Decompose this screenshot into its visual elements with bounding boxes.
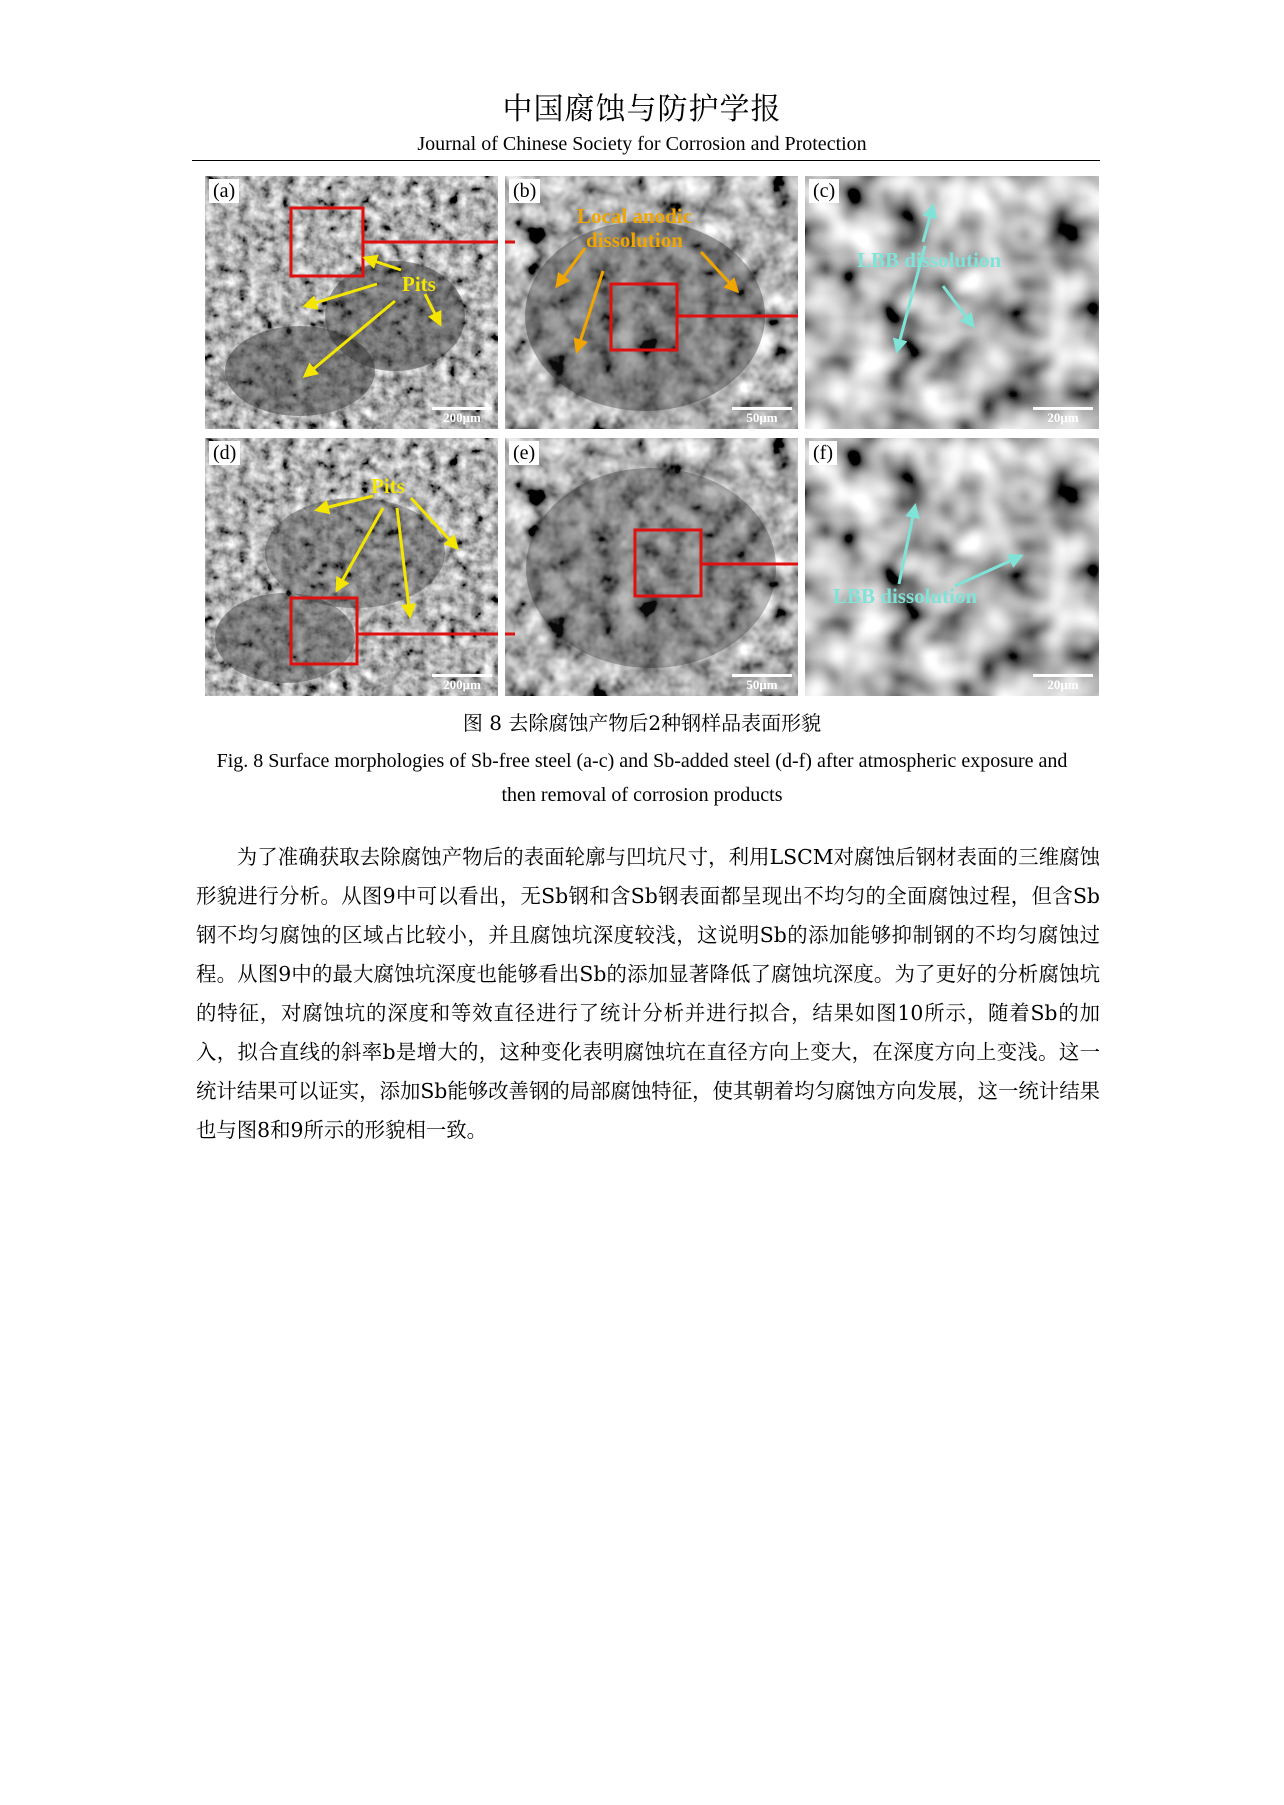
scale-label: 50μm — [746, 410, 778, 425]
annotation-line: dissolution — [586, 228, 683, 252]
scale-bar — [732, 407, 792, 425]
panel-label: (a) — [209, 179, 239, 203]
panel-d — [205, 438, 498, 696]
annotation-lbb: LBB dissolution — [833, 584, 978, 608]
panel-a — [205, 176, 498, 429]
scale-label: 50μm — [746, 677, 778, 692]
annotation-local-anodic — [577, 204, 692, 252]
panel-label: (e) — [509, 441, 539, 465]
figure-caption-cn: 图 8 去除腐蚀产物后2种钢样品表面形貌 — [462, 711, 822, 735]
panel-label: (d) — [209, 441, 240, 465]
scale-bar — [1033, 674, 1093, 692]
scale-bar — [732, 674, 792, 692]
scale-bar — [432, 407, 492, 425]
scale-label: 20μm — [1047, 410, 1079, 425]
annotation-pits: Pits — [371, 474, 405, 498]
panel-c — [805, 176, 1099, 429]
scale-bar — [432, 674, 492, 692]
panel-e — [505, 438, 798, 696]
panel-label: (b) — [509, 179, 540, 203]
body-paragraph: 为了准确获取去除腐蚀产物后的表面轮廓与凹坑尺寸，利用LSCM对腐蚀后钢材表面的三维腐蚀形貌进行分析。从图9中可以看出，无Sb钢和含Sb钢表面都呈现出不均匀的全面腐蚀过程，但含Sb钢不均匀腐蚀的区域占比较小，并且腐蚀坑深度较浅，这说明Sb的添加能够抑制钢的不均匀腐蚀过程。从图9中的最大腐蚀坑深度也能够看出Sb的添加显著降低了腐蚀坑深度。为了更好的分析腐蚀坑的特征，对腐蚀坑的深度和等效直径进行了统计分析并进行拟合，结果如图10所示，随着Sb的加入，拟合直线的斜率b是增大的，这种变化表明腐蚀坑在直径方向上变大，在深度方向上变浅。这一统计结果可以证实，添加Sb能够改善钢的局部腐蚀特征，使其朝着均匀腐蚀方向发展，这一统计结果也与图8和9所示的形貌相一致。 — [196, 845, 1100, 1142]
panel-label: (f) — [809, 441, 837, 465]
annotation-lbb: LBB dissolution — [857, 248, 1002, 272]
journal-title-cn: 中国腐蚀与防护学报 — [502, 92, 782, 127]
scale-label: 20μm — [1047, 677, 1079, 692]
scale-label: 200μm — [443, 410, 481, 425]
figure-caption-en: Fig. 8 Surface morphologies of Sb-free steel (a-c) and Sb-added steel (d-f) after atmospheric exposure and then removal of corrosion products — [216, 750, 1068, 806]
scale-bar — [1033, 407, 1093, 425]
annotation-line: Local anodic — [577, 204, 692, 228]
header-rule — [192, 160, 1100, 161]
journal-title-en: Journal of Chinese Society for Corrosion and Protection — [417, 133, 867, 155]
panel-f — [805, 438, 1099, 696]
panel-b — [505, 176, 798, 429]
annotation-pits: Pits — [402, 272, 436, 296]
panel-label: (c) — [809, 179, 839, 203]
scale-label: 200μm — [443, 677, 481, 692]
figure-8 — [205, 176, 1099, 696]
